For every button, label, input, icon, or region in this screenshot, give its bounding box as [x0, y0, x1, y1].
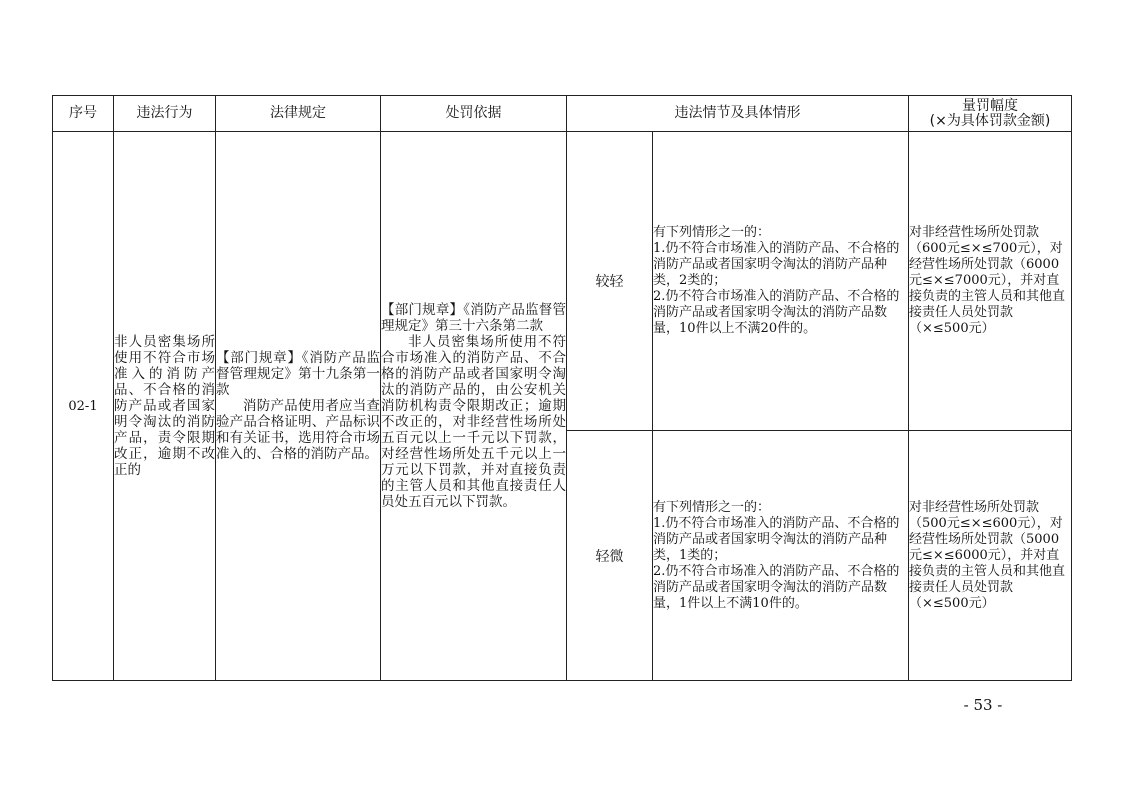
basis-title: 【部门规章】《消防产品监督管理规定》第三十六条第二款: [381, 302, 566, 334]
level-detail-text: 有下列情形之一的： 1.仍不符合市场准入的消防产品、不合格的消防产品或者国家明令淘汰的消防产品种类，1类的； 2.仍不符合市场准入的消防产品、不合格的消防产品或者国家明令淘汰的消防产品数量，1件以上不满10件的。: [653, 499, 900, 611]
level-name: 轻微: [567, 431, 653, 681]
header-row: [53, 96, 1072, 132]
basis-cell: [381, 132, 567, 681]
header-seq: 序号: [53, 96, 114, 132]
penalty-table: [52, 95, 1072, 681]
level-detail: [653, 431, 909, 681]
header-range-line1: 量罚幅度: [962, 97, 1018, 114]
seq-cell: 02-1: [53, 132, 114, 681]
law-cell: [216, 132, 381, 681]
basis-body: 非人员密集场所使用不符合市场准入的消防产品、不合格的消防产品或者国家明令淘汰的消防产品的，由公安机关消防机构责令限期改正；逾期不改正的，对非经营性场所处五百元以上一千元以下罚款，对经营性场所处五千元以上一万元以下罚款，并对直接负责的主管人员和其他直接责任人员处五百元以下罚款。: [381, 334, 566, 510]
law-title: 【部门规章】《消防产品监督管理规定》第十九条第一款: [216, 350, 380, 398]
level-name: 较轻: [567, 132, 653, 431]
header-range: [909, 96, 1072, 132]
header-law: 法律规定: [216, 96, 381, 132]
level-detail: [653, 132, 909, 431]
level-range: 对非经营性场所处罚款（500元≤×≤600元），对经营性场所处罚款（5000元≤×≤6000元），并对直接负责的主管人员和其他直接责任人员处罚款（×≤500元）: [909, 431, 1072, 681]
level-detail-text: 有下列情形之一的： 1.仍不符合市场准入的消防产品、不合格的消防产品或者国家明令淘汰的消防产品种类，2类的； 2.仍不符合市场准入的消防产品、不合格的消防产品或者国家明令淘汰的消防产品数量，10件以上不满20件的。: [653, 225, 900, 336]
header-act: 违法行为: [114, 96, 216, 132]
table-row: [53, 132, 1072, 431]
violation-cell: 非人员密集场所使用不符合市场准入的消防产品、不合格的消防产品或者国家明令淘汰的消防产品，责令限期改正，逾期不改正的: [114, 132, 216, 681]
page-number: - 53 -: [963, 696, 1003, 714]
header-range-line2: (×为具体罚款金额): [929, 112, 1051, 129]
law-body: 消防产品使用者应当查验产品合格证明、产品标识和有关证书，选用符合市场准入的、合格的消防产品。: [216, 398, 380, 462]
header-basis: 处罚依据: [381, 96, 567, 132]
level-range: 对非经营性场所处罚款（600元≤×≤700元），对经营性场所处罚款（6000元≤×≤7000元），并对直接负责的主管人员和其他直接责任人员处罚款（×≤500元）: [909, 132, 1072, 431]
header-circumstances: 违法情节及具体情形: [567, 96, 909, 132]
